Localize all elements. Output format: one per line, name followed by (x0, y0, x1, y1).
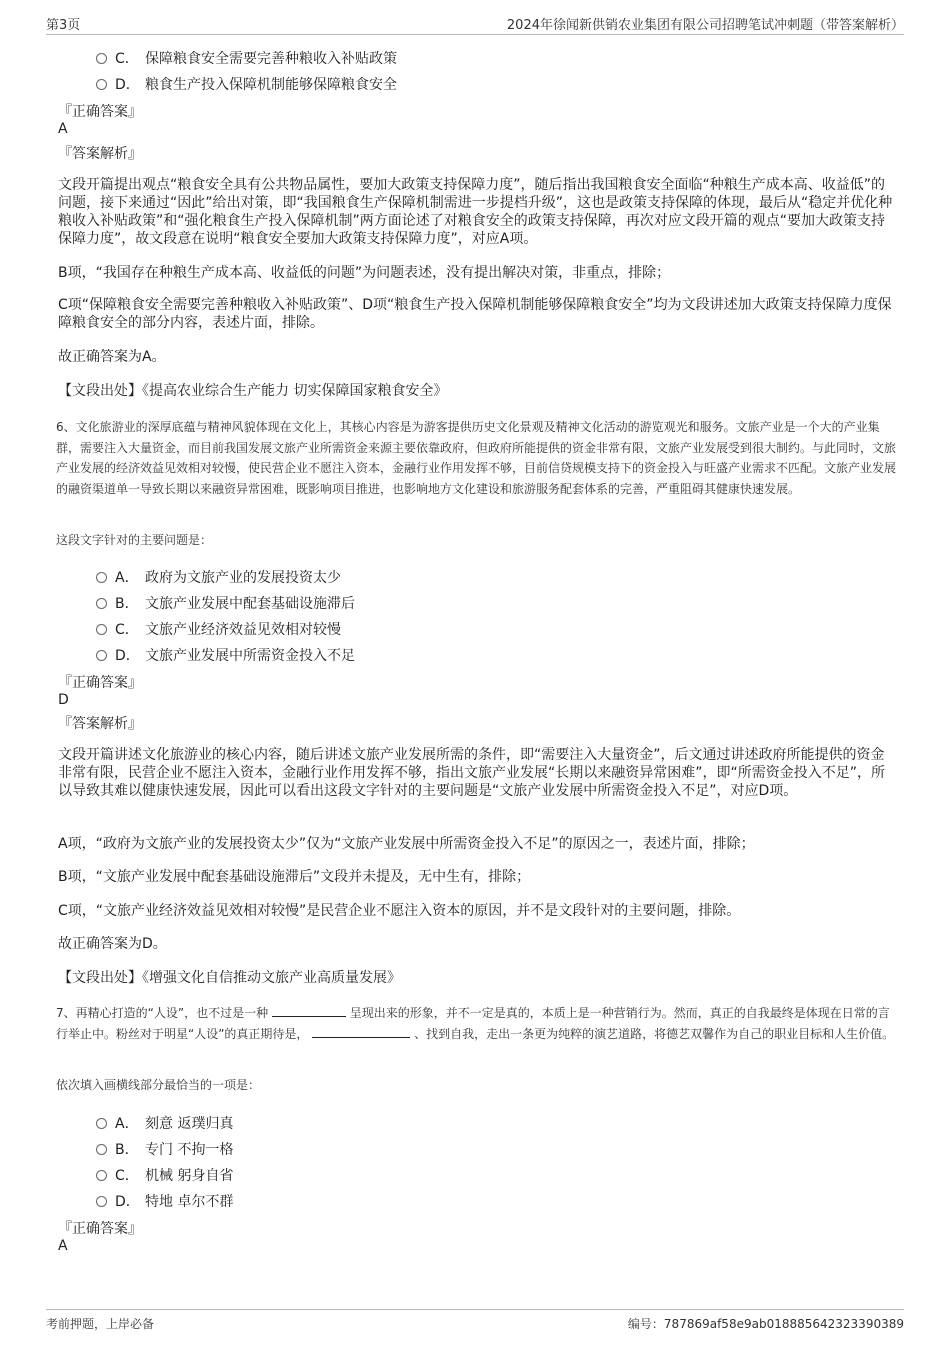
radio-icon[interactable] (96, 598, 107, 609)
q7-question: 7、再精心打造的“人设”，也不过是一种 呈现出来的形象，并不一定是真的，本质上是一种营销行为。然而，真正的自我最终是体现在日常的言行举止中。粉丝对于明星“人设”的真正期待是， 、找到自我，走出一条更为纯粹的演艺道路，将德艺双馨作为自己的职业目标和人生价值。 (56, 1006, 895, 1041)
q6-analysis-p4: C项，“文旅产业经济效益见效相对较慢”是民营企业不愿注入资本的原因，并不是文段针对的主要问题，排除。 (58, 903, 741, 919)
q6-prompt: 这段文字针对的主要问题是： (56, 533, 213, 547)
q6-analysis-p1: 文段开篇讲述文化旅游业的核心内容，随后讲述文旅产业发展所需的条件，即“需要注入大量资金”，后文通过讲述政府所能提供的资金非常有限，民营企业不愿注入资本，金融行业作用发挥不够，指出文旅产业发展“长期以来融资异常困难”，即“所需资金投入不足”，所以导致其难以健康快速发展，因此可以看出这段文字针对的主要问题是“文旅产业发展中所需资金投入不足”，对应D项。 (58, 747, 886, 799)
q6-source: 【文段出处】《增强文化自信推动文旅产业高质量发展》 (58, 970, 401, 986)
q6-question: 6、文化旅游业的深厚底蕴与精神风貌体现在文化上，其核心内容是为游客提供历史文化景观及精神文化活动的游览观光和服务。文旅产业是一个大的产业集群，需要注入大量资金，而目前我国发展文旅产业所需资金来源主要依靠政府，但政府所能提供的资金非常有限，文旅产业发展受到很大制约。与此同时，文旅产业发展的经济效益见效相对较慢，使民营企业不愿注入资本，金融行业作用发挥不够，目前信贷规模支持下的资金投入与旺盛产业需求不匹配。文旅产业发展的融资渠道单一导致长期以来融资异常困难，既影响项目推进，也影响地方文化建设和旅游服务配套体系的完善，严重阻碍其健康快速发展。 (56, 420, 897, 496)
q6-analysis-p3: B项，“文旅产业发展中配套基础设施滞后”文段并未提及，无中生有，排除； (58, 869, 531, 885)
document-title: 2024年徐闻新供销农业集团有限公司招聘笔试冲刺题（带答案解析） (506, 18, 904, 33)
q5-analysis-label: 『答案解析』 (58, 146, 142, 162)
radio-icon[interactable] (96, 1118, 107, 1129)
radio-icon[interactable] (96, 624, 107, 635)
radio-icon[interactable] (96, 53, 107, 64)
radio-icon[interactable] (96, 79, 107, 90)
page-number: 第3页 (46, 18, 81, 33)
q5-answer-label: 『正确答案』 (58, 104, 142, 120)
page-header (46, 14, 904, 35)
q7-option-a[interactable]: A． 刻意 返璞归真 (96, 1113, 233, 1133)
q5-source: 【文段出处】《提高农业综合生产能力 切实保障国家粮食安全》 (58, 383, 448, 399)
q5-answer: A (58, 121, 68, 137)
q7-option-c[interactable]: C． 机械 躬身自省 (96, 1165, 233, 1185)
page-footer (46, 1309, 904, 1336)
q6-option-a[interactable]: A． 政府为文旅产业的发展投资太少 (96, 567, 341, 587)
footer-slogan: 考前押题，上岸必备 (46, 1317, 155, 1331)
q7-answer: A (58, 1238, 68, 1254)
q5-option-c[interactable]: C． 保障粮食安全需要完善种粮收入补贴政策 (96, 48, 397, 68)
radio-icon[interactable] (96, 572, 107, 583)
q6-answer-label: 『正确答案』 (58, 675, 142, 691)
q6-analysis-p5: 故正确答案为D。 (58, 936, 167, 952)
q5-analysis-p4: 故正确答案为A。 (58, 349, 166, 365)
q5-analysis-p3: C项“保障粮食安全需要完善种粮收入补贴政策”、D项“粮食生产投入保障机制能够保障粮食安全”均为文段讲述加大政策支持保障力度保障粮食安全的部分内容，表述片面，排除。 (58, 297, 892, 331)
radio-icon[interactable] (96, 650, 107, 661)
q7-option-d[interactable]: D． 特地 卓尔不群 (96, 1191, 233, 1211)
q6-analysis-label: 『答案解析』 (58, 716, 142, 732)
q6-option-b[interactable]: B． 文旅产业发展中配套基础设施滞后 (96, 593, 355, 613)
q6-answer: D (58, 692, 69, 708)
q6-option-c[interactable]: C． 文旅产业经济效益见效相对较慢 (96, 619, 341, 639)
q5-analysis-p2: B项，“我国存在种粮生产成本高、收益低的问题”为问题表述，没有提出解决对策，非重点，排除； (58, 265, 671, 281)
q7-option-b[interactable]: B． 专门 不拘一格 (96, 1139, 233, 1159)
radio-icon[interactable] (96, 1170, 107, 1181)
blank-2[interactable] (312, 1025, 410, 1038)
q7-answer-label: 『正确答案』 (58, 1221, 142, 1237)
footer-id: 编号：787869af58e9ab018885642323390389 (627, 1317, 904, 1331)
q7-prompt: 依次填入画横线部分最恰当的一项是： (56, 1078, 261, 1092)
q5-analysis-p1: 文段开篇提出观点“粮食安全具有公共物品属性，要加大政策支持保障力度”，随后指出我国粮食安全面临“种粮生产成本高、收益低”的问题，接下来通过“因此”给出对策，即“我国粮食生产保障机制需进一步提档升级”，这也是政策支持保障的体现，最后从“稳定并优化种粮收入补贴政策”和“强化粮食生产投入保障机制”两方面论述了对粮食安全的政策支持保障，再次对应文段开篇的观点“要加大政策支持保障力度”，故文段意在说明“粮食安全要加大政策支持保障力度”，对应A项。 (58, 177, 893, 247)
radio-icon[interactable] (96, 1144, 107, 1155)
q6-option-d[interactable]: D． 文旅产业发展中所需资金投入不足 (96, 645, 355, 665)
radio-icon[interactable] (96, 1196, 107, 1207)
q6-analysis-p2: A项，“政府为文旅产业的发展投资太少”仅为“文旅产业发展中所需资金投入不足”的原因之一，表述片面，排除； (58, 836, 755, 852)
blank-1[interactable] (272, 1004, 346, 1017)
q5-option-d[interactable]: D． 粮食生产投入保障机制能够保障粮食安全 (96, 74, 397, 94)
